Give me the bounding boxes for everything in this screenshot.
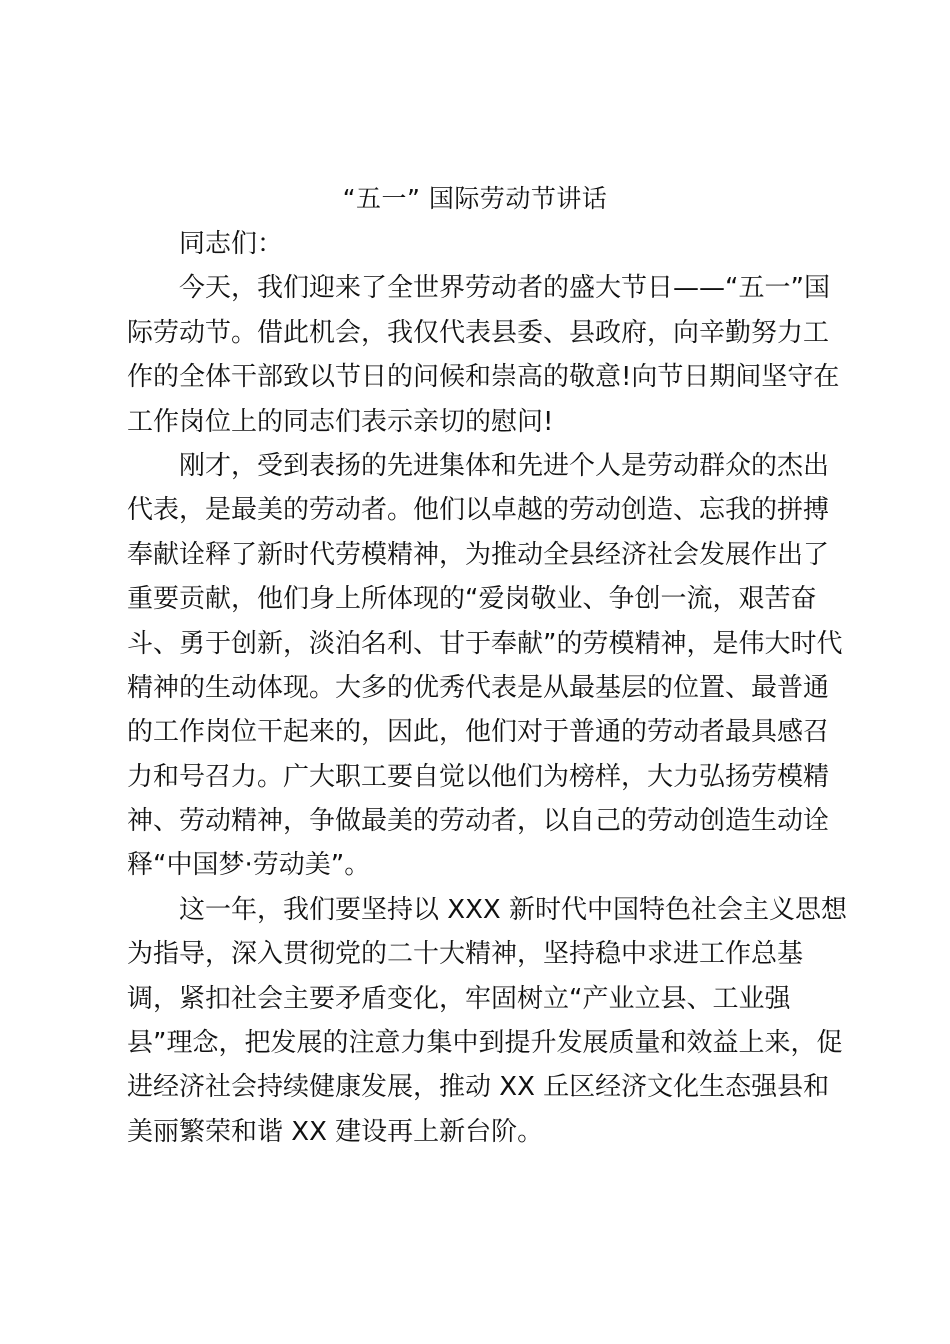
text-line: 神、劳动精神，争做最美的劳动者，以自己的劳动创造生动诠 [127, 806, 830, 837]
text-line: 调，紧扣社会主要矛盾变化，牢固树立“产业立县、工业强 [127, 983, 791, 1014]
text-line: 的工作岗位干起来的，因此，他们对于普通的劳动者最具感召 [127, 717, 830, 748]
text-line: 进经济社会持续健康发展，推动 XX 丘区经济文化生态强县和 [127, 1072, 830, 1103]
text-line: 重要贡献，他们身上所体现的“爱岗敬业、争创一流，艰苦奋 [127, 584, 817, 615]
text-line: 刚才，受到表扬的先进集体和先进个人是劳动群众的杰出 [179, 450, 830, 481]
text-line: 力和号召力。广大职工要自觉以他们为榜样，大力弘扬劳模精 [127, 761, 830, 792]
text-line: 际劳动节。借此机会，我仅代表县委、县政府，向辛勤努力工 [127, 317, 830, 348]
text-line: 为指导，深入贯彻党的二十大精神，坚持稳中求进工作总基 [127, 939, 804, 970]
text-line: 美丽繁荣和谐 XX 建设再上新台阶。 [127, 1116, 544, 1147]
text-line: 同志们： [179, 229, 284, 259]
document-title: “五一” 国际劳动节讲话 [342, 184, 608, 213]
text-line: 精神的生动体现。大多的优秀代表是从最基层的位置、最普通 [127, 672, 830, 703]
text-line: 工作岗位上的同志们表示亲切的慰问! [127, 406, 554, 437]
text-line: 今天，我们迎来了全世界劳动者的盛大节日——“五一”国 [179, 273, 830, 304]
text-line: 作的全体干部致以节日的问候和崇高的敬意!向节日期间坚守在 [127, 362, 840, 393]
text-line: 斗、勇于创新，淡泊名利、甘于奉献”的劳模精神，是伟大时代 [127, 628, 843, 659]
text-line: 奉献诠释了新时代劳模精神，为推动全县经济社会发展作出了 [127, 539, 830, 570]
text-line: 这一年，我们要坚持以 XXX 新时代中国特色社会主义思想 [179, 894, 847, 925]
document-body [127, 222, 847, 1154]
text-line: 释“中国梦·劳动美”。 [127, 850, 371, 881]
text-line: 县”理念，把发展的注意力集中到提升发展质量和效益上来，促 [127, 1028, 843, 1059]
text-line: 代表，是最美的劳动者。他们以卓越的劳动创造、忘我的拼搏 [127, 495, 830, 526]
